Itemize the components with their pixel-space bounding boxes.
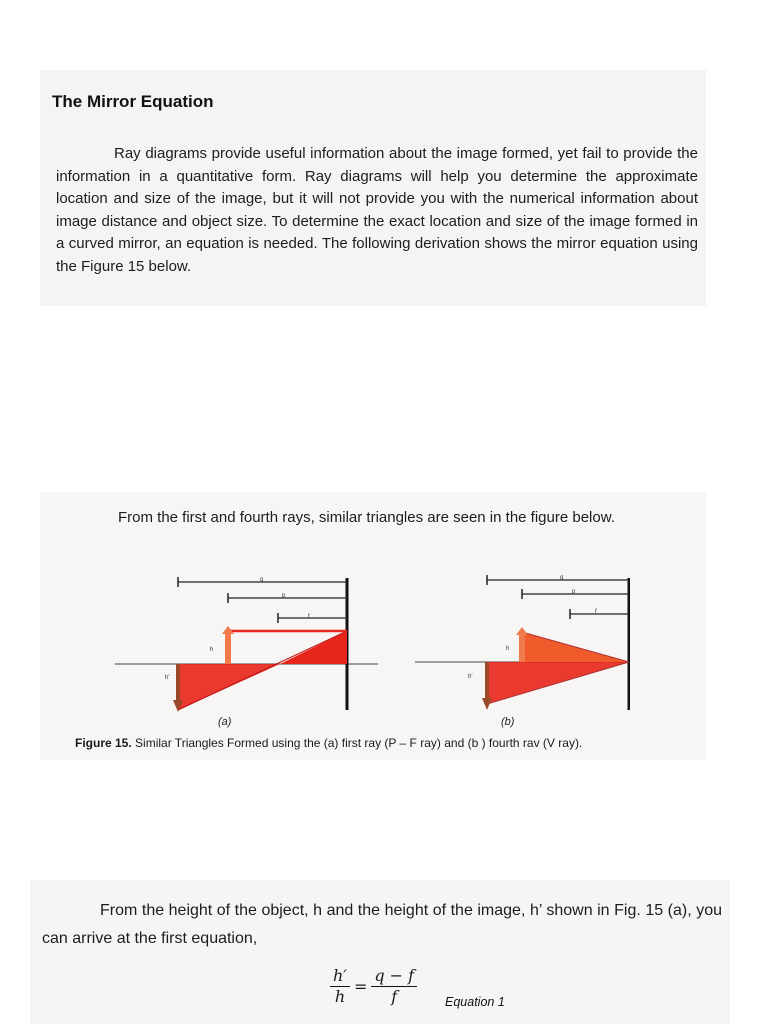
equation-label: Equation 1 <box>445 995 505 1009</box>
rhs-numerator: q − f <box>371 966 417 987</box>
label-p-b: p <box>572 589 576 595</box>
label-f-a: f <box>308 614 310 620</box>
lhs-numerator: h′ <box>330 966 350 987</box>
figure-caption <box>75 736 582 750</box>
section-title: The Mirror Equation <box>52 92 214 111</box>
mirror-equation-1 <box>330 966 417 1007</box>
lhs-denominator: h <box>334 987 346 1006</box>
rhs-fraction <box>371 966 417 1007</box>
rhs-denominator: f <box>391 987 398 1006</box>
figure-caption-text: Similar Triangles Formed using the (a) first ray (P – F ray) and (b ) fourth rav (V ray). <box>131 736 583 750</box>
figure-15-diagram <box>110 568 630 714</box>
object-arrow-a <box>225 631 231 664</box>
image-arrow-a <box>176 664 180 700</box>
lhs-fraction <box>330 966 350 1007</box>
label-hprime-b: h' <box>468 674 473 680</box>
diagram-b <box>415 575 630 710</box>
object-arrow-b <box>519 632 525 662</box>
intro-paragraph: Ray diagrams provide useful information about the image formed, yet fail to provide the information in a quantitative form. Ray diagrams will help you determine the approximate location and size of the image, but it will not provide you with the numerical information about image distance and object size. To determine the exact location and size of the image formed in a curved mirror, an equation is needed. The following derivation shows the mirror equation using the Figure 15 below. <box>56 145 698 275</box>
subfigure-label-b: (b) <box>501 716 515 728</box>
label-f-b: f <box>595 609 597 615</box>
label-q-a: q <box>260 577 264 583</box>
label-p-a: p <box>282 593 286 599</box>
figure-caption-label: Figure 15. <box>75 736 132 750</box>
diagram-a <box>115 577 378 712</box>
similar-triangles-paragraph: From the first and fourth rays, similar triangles are seen in the figure below. <box>118 509 615 526</box>
label-h-a: h <box>210 647 214 653</box>
label-hprime-a: h' <box>165 675 170 681</box>
image-arrow-b <box>485 662 489 698</box>
subfigure-label-a: (a) <box>218 716 232 728</box>
equals-sign: = <box>353 977 368 996</box>
label-q-b: q <box>560 575 564 581</box>
derivation-paragraph: From the height of the object, h and the height of the image, h’ shown in Fig. 15 (a), you can arrive at the first equation, <box>42 902 722 947</box>
label-h-b: h <box>506 646 510 652</box>
